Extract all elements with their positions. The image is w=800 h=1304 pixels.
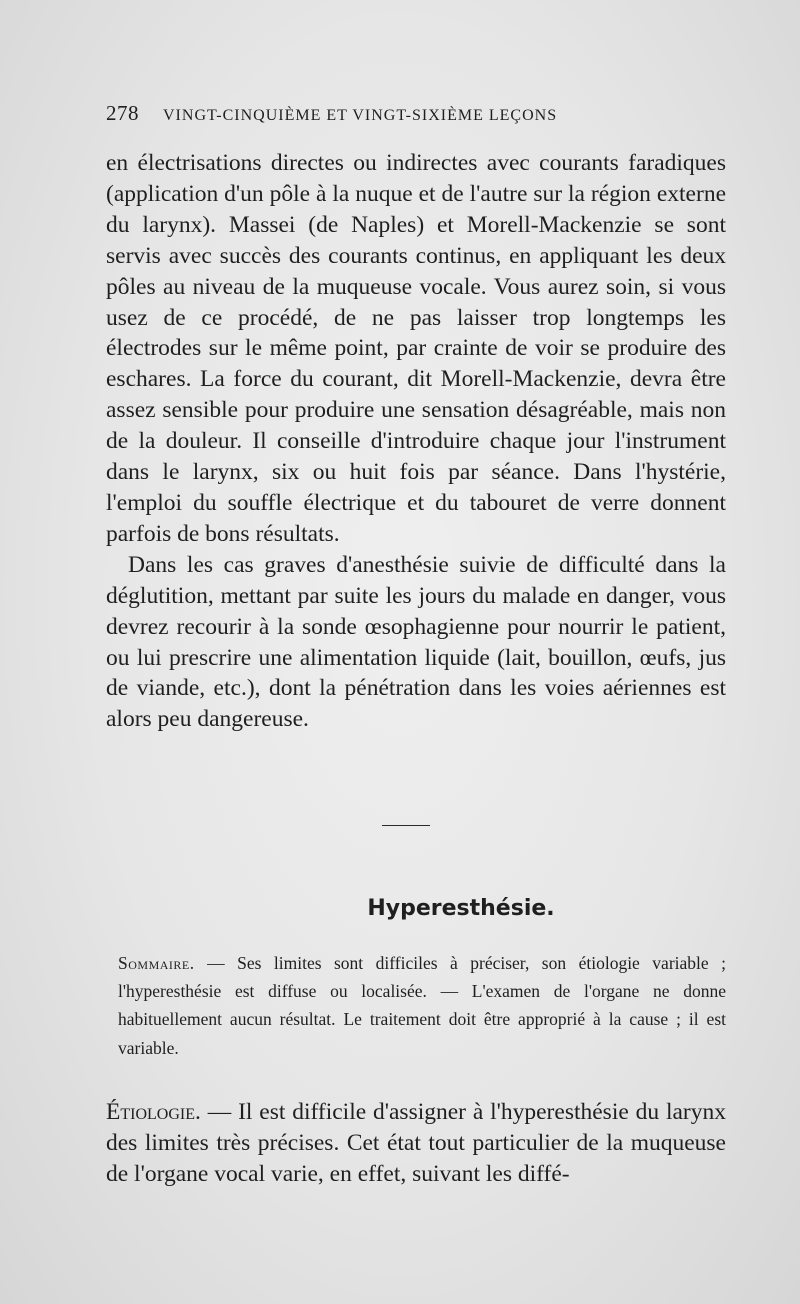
etiology-paragraph xyxy=(106,1097,726,1190)
summary-text: — Ses limites sont difficiles à préciser, son étiologie variable ; l'hyperesthésie est diffuse ou localisée. — L'examen de l'organe ne donne habituellement aucun résultat. Le traitement doit être approprié à la cause ; il est variable. xyxy=(118,953,726,1058)
etiology-text: — Il est difficile d'assigner à l'hyperesthésie du larynx des limites très précises. Cet état tout particulier de la muqueuse de l'organe vocal varie, en effet, suivant les diffé- xyxy=(106,1099,726,1187)
etiology-label: Étiologie. xyxy=(106,1099,201,1125)
paragraph-continuation: en électrisations directes ou indirectes avec courants faradiques (application d'un pôle à la nuque et de l'autre sur la région externe du larynx). Massei (de Naples) et Morell-Mackenzie se sont servis avec succès des courants continus, en appliquant les deux pôles au niveau de la muqueuse vocale. Vous aurez soin, si vous usez de ce procédé, de ne pas laisser trop longtemps les électrodes sur le même point, par crainte de voir se produire des eschares. La force du courant, dit Morell-Mackenzie, devra être assez sensible pour produire une sensation désagréable, mais non de la douleur. Il conseille d'introduire chaque jour l'instrument dans le larynx, six ou huit fois par séance. Dans l'hystérie, l'emploi du souffle électrique et du tabouret de verre donnent parfois de bons résultats. xyxy=(106,150,726,547)
main-text xyxy=(106,148,726,735)
running-header xyxy=(106,100,726,129)
page-number: 278 xyxy=(106,101,139,125)
paragraph-anesthesia: Dans les cas graves d'anesthésie suivie de difficulté dans la déglutition, mettant par suite les jours du malade en danger, vous devrez recourir à la sonde œsophagienne pour nourrir le patient, ou lui prescrire une alimentation liquide (lait, bouillon, œufs, jus de viande, etc.), dont la pénétration dans les voies aériennes est alors peu dangereuse. xyxy=(106,551,726,733)
section-divider xyxy=(382,825,430,826)
summary-label: Sommaire. xyxy=(118,953,195,973)
section-summary xyxy=(118,949,726,1062)
section-title: Hyperesthésie. xyxy=(367,896,555,921)
running-title: VINGT-CINQUIÈME ET VINGT-SIXIÈME LEÇONS xyxy=(163,107,558,124)
